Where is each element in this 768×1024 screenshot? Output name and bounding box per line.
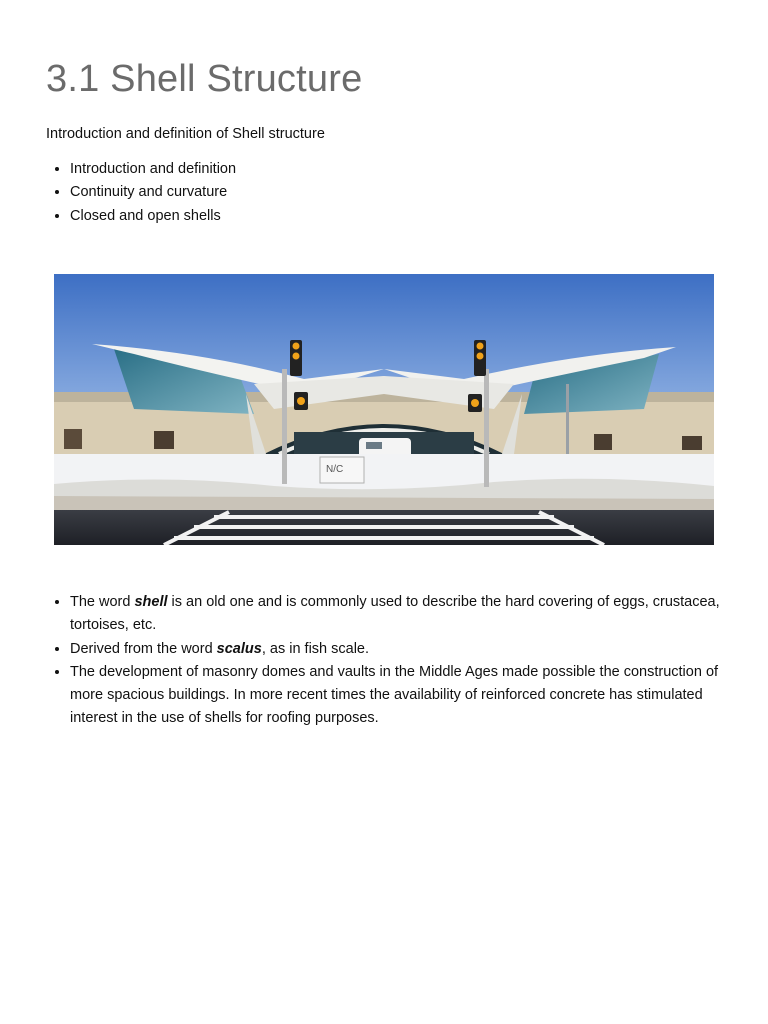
- intro-text: Introduction and definition of Shell structure: [46, 126, 325, 142]
- definition-item: [70, 638, 720, 661]
- bullet-emphasis: scalus: [216, 640, 262, 657]
- topic-list: [46, 158, 236, 228]
- topic-item: • Introduction and definition: [70, 158, 236, 181]
- photo-sign-text: N/C: [326, 464, 344, 475]
- definition-item: [70, 661, 720, 731]
- terminal-photo: [54, 274, 714, 545]
- bullet-emphasis: shell: [134, 594, 168, 610]
- bullet-text-before: Derived from the word: [70, 640, 217, 657]
- bullet-text-after: , as in fish scale.: [261, 640, 370, 657]
- bullet-text-before: The development of masonry domes and vaults in the Middle Ages made possible the construction of more spacious buildings. In more recent times the availability of reinforced concrete has stimulated interest in the use of shells for roofing purposes.: [70, 663, 719, 727]
- page-title: 3.1 Shell Structure: [46, 58, 363, 100]
- bullet-text-after: is an old one and is commonly used to describe the hard covering of eggs, crustacea, tortoises, etc.: [70, 594, 720, 634]
- topic-item: • Closed and open shells: [70, 205, 236, 228]
- topic-item: • Continuity and curvature: [70, 181, 236, 204]
- definition-list: [46, 591, 720, 731]
- bullet-text-before: The word: [70, 594, 135, 610]
- definition-item: [70, 591, 720, 638]
